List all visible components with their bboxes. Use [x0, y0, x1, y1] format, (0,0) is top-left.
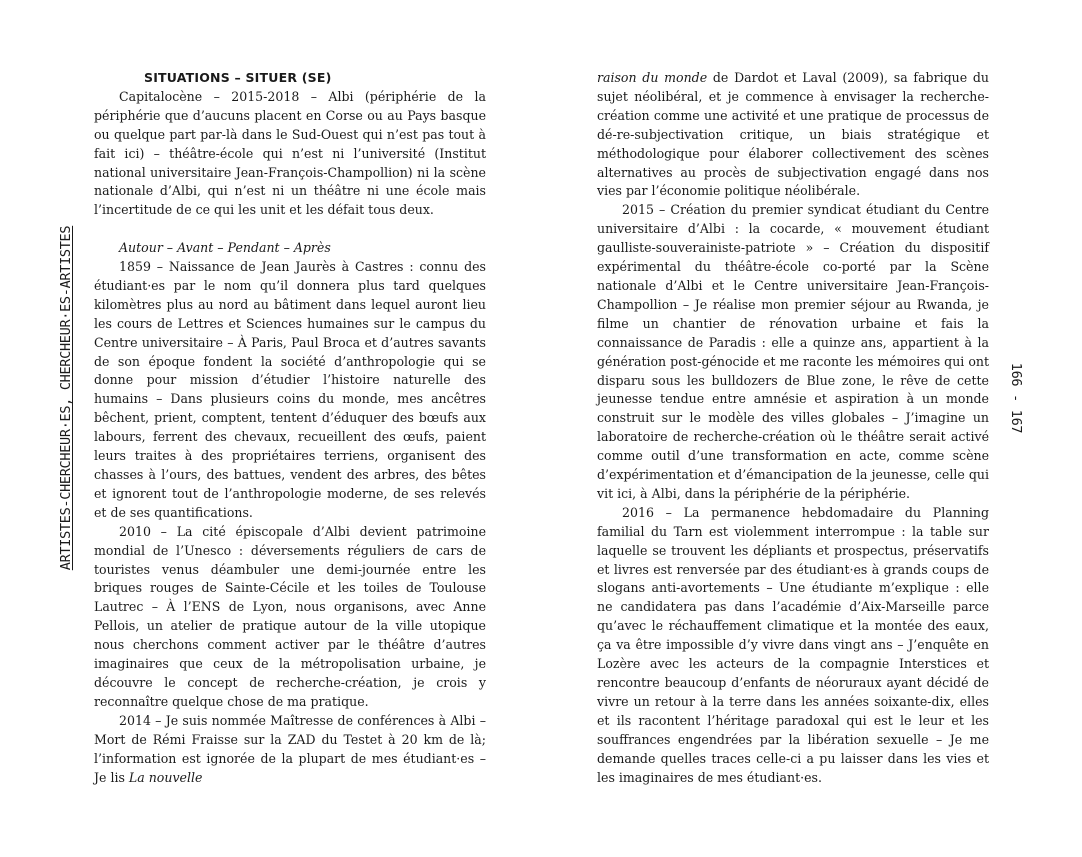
right-page-column	[597, 69, 989, 787]
paragraph-2015: 2015 – Création du premier syndicat étudiant du Centre universitaire d’Albi : la cocarde, « mouvement étudiant gaulliste-souverainiste-patriote » – Création du dispositif expérimental du théâtre-école co-porté par la Scène nationale d’Albi et le Centre universitaire Jean-François-Champollion – Je réalise mon premier séjour au Rwanda, je filme un chantier de rénovation urbaine et fais la connaissance de Paradis : elle a quinze ans, appartient à la génération post-génocide et me raconte les mémoires qui ont disparu sous les bulldozers de Blue zone, le rêve de cette jeunesse tendue entre amnésie et aspiration à un monde construit sur le modèle des villes globales – J’imagine un laboratoire de recherche-création où le théâtre serait activé comme outil d’une transformation en acte, comme scène d’expérimentation et d’émancipation de la jeunesse, celle qui vit ici, à Albi, dans la périphérie de la périphérie.	[597, 202, 989, 501]
left-page-column	[94, 69, 486, 787]
continued-text: de Dardot et Laval (2009), sa fabrique du sujet néolibéral, et je commence à envisager la recherche-création comme une activité et une pratique de processus de dé-re-subjectivation critique, un biais stratégique et méthodologique pour élaborer collectivement des scènes alternatives au procès de subjectivation engagé dans nos vies par l’économie politique néolibérale.	[597, 70, 989, 199]
subtitle-text: Autour – Avant – Pendant – Après	[119, 240, 331, 256]
book-title-end: raison du monde	[597, 70, 708, 85]
subtitle	[94, 239, 486, 258]
paragraph-1859: 1859 – Naissance de Jean Jaurès à Castres : connu des étudiant·es par le nom qu’il donnera plus tard quelques kilomètres plus au nord au bâtiment dans lequel auront lieu les cours de Lettres et Sciences humaines sur le campus du Centre universitaire – À Paris, Paul Broca et d’autres savants de son époque fondent la société d’anthropologie qui se donne pour mission d’étudier l’histoire naturelle des humains – Dans plusieurs coins du monde, mes ancêtres bêchent, prient, comptent, tentent d’éduquer des bœufs aux labours, ferrent des chevaux, recueillent des œufs, paient leurs traites à des propriétaires terriens, organisent des chasses à l’ours, des battues, vendent des arbres, des bêtes et ignorent tout de l’anthropologie moderne, de ses relevés et de ses quantifications.	[94, 259, 486, 520]
running-head-book-title: ARTISTES-CHERCHEUR·ES, CHERCHEUR·ES-ARTISTES	[58, 225, 74, 571]
paragraph-2016: 2016 – La permanence hebdomadaire du Planning familial du Tarn est violemment interrompue : la table sur laquelle se trouvent les dépliants et prospectus, préservatifs et livres est renversée par des étudiant·es à grands coups de slogans anti-avortements – Une étudiante m’explique : elle ne candidatera pas dans l’académie d’Aix-Marseille parce qu’avec le réchauffement climatique et la montée des eaux, ça va être impossible d’y vivre dans vingt ans – J’enquête en Lozère avec les acteurs de la compagnie Interstices et rencontre beaucoup d’enfants de néoruraux ayant décidé de vivre un retour à la terre dans les années soixante-dix, elles et ils racontent l’héritage paradoxal qui est le leur et les souffrances engendrées par la libération sexuelle – Je me demande quelles traces celle-ci a pu laisser dans les vies et les imaginaires de mes étudiant·es.	[597, 504, 989, 785]
page-numbers: 166 - 167	[1008, 362, 1024, 434]
paragraph-2014	[94, 712, 486, 788]
book-title-start: La nouvelle	[128, 769, 203, 785]
paragraph-2010: 2010 – La cité épiscopale d’Albi devient patrimoine mondial de l’Unesco : déversements réguliers de cars de touristes venus déambuler une demi-journée entre les briques rouges de Sainte-Cécile et les toiles de Toulouse Lautrec – À l’ENS de Lyon, nous organisons, avec Anne Pellois, un atelier de pratique autour de la ville utopique nous cherchons comment activer par le théâtre d’autres imaginaires que ceux de la métropolisation urbaine, je découvre le concept de recherche-création, je crois y reconnaître quelque chose de ma pratique.	[94, 523, 486, 709]
continued-paragraph	[597, 69, 989, 201]
paragraph-2014-text: 2014 – Je suis nommée Maîtresse de conférences à Albi – Mort de Rémi Fraisse sur la ZAD du Testet à 20 km de là; l’information est ignorée de la plupart de mes étudiant·es – Je lis	[94, 712, 486, 785]
section-heading: SITUATIONS – SITUER (SE)	[144, 70, 332, 85]
intro-paragraph: Capitalocène – 2015-2018 – Albi (périphérie de la périphérie que d’aucuns placent en Corse ou au Pays basque ou quelque part par-là dans le Sud-Ouest qui n’est pas tout à fait ici) – théâtre-école qui n’est ni l’université (Institut national universitaire Jean-François-Champollion) ni la scène nationale d’Albi, qui n’est ni un théâtre ni une école mais l’incertitude de ce qui les unit et les défait tous deux.	[94, 88, 486, 218]
